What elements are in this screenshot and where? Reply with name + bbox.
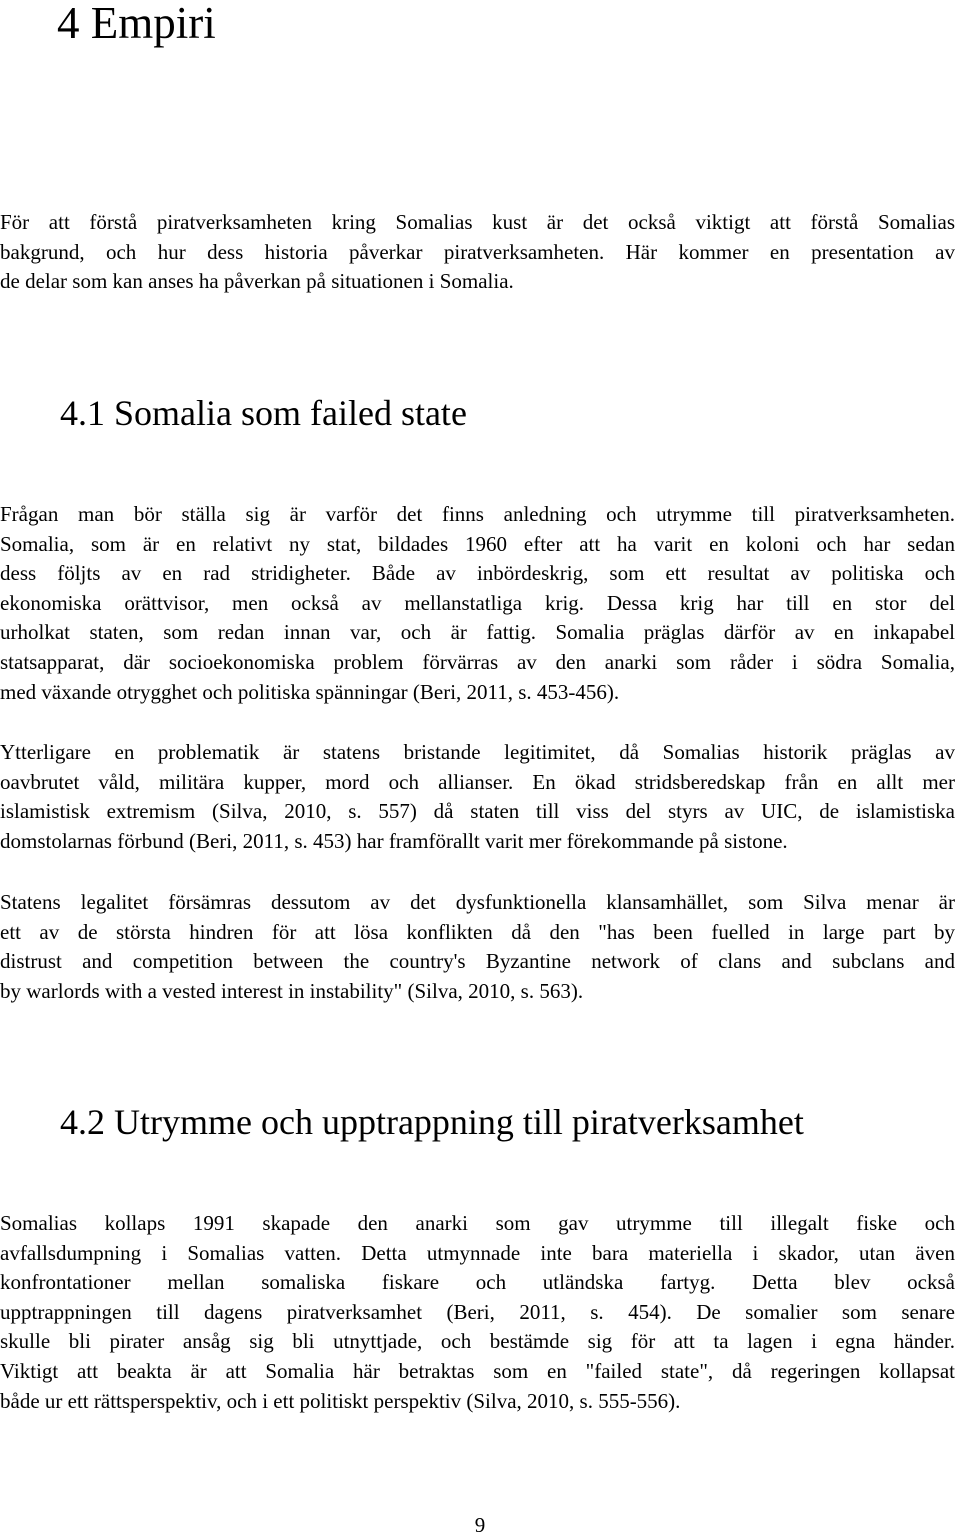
paragraph-line: Ytterligare en problematik är statens bristande legitimitet, då Somalias historik präglas av: [0, 740, 955, 764]
paragraph-line: skulle bli pirater ansåg sig bli utnyttjade, och bestämde sig för att ta lagen i egna händer.: [0, 1329, 955, 1354]
section-heading-4-2: 4.2 Utrymme och upptrappning till piratverksamhet: [60, 1102, 804, 1142]
section-4-1-paragraph-2: [0, 738, 955, 856]
paragraph-line: avfallsdumpning i Somalias vatten. Detta utmynnade inte bara materiella i skador, utan även: [0, 1240, 955, 1265]
paragraph-line: med växande otrygghet och politiska spänningar (Beri, 2011, s. 453-456).: [0, 679, 620, 704]
section-heading-4-1: 4.1 Somalia som failed state: [60, 393, 467, 433]
page-number: 9: [474, 1513, 486, 1537]
section-4-1-paragraph-1: [0, 500, 955, 707]
intro-paragraph: [0, 208, 955, 297]
paragraph-line: by warlords with a vested interest in instability" (Silva, 2010, s. 563).: [0, 978, 584, 1003]
paragraph-line: urholkat staten, som redan innan var, och är fattig. Somalia präglas därför av en inkapabel: [0, 620, 955, 645]
paragraph-line: ekonomiska orättvisor, men också av mellanstatliga krig. Dessa krig har till en stor del: [0, 590, 955, 615]
paragraph-line: upptrappningen till dagens piratverksamhet (Beri, 2011, s. 454). De somalier som senare: [0, 1299, 955, 1324]
paragraph-line: oavbrutet våld, militära kupper, mord och allianser. En ökad stridsberedskap från en allt mer: [0, 769, 955, 794]
paragraph-line: både ur ett rättsperspektiv, och i ett politiskt perspektiv (Silva, 2010, s. 555-556).: [0, 1388, 681, 1413]
paragraph-line: konfrontationer mellan somaliska fiskare och utländska fartyg. Detta blev också: [0, 1270, 955, 1295]
paragraph-line: dess följts av en rad stridigheter. Både av inbördeskrig, som ett resultat av politiska och: [0, 561, 955, 586]
paragraph-line: de delar som kan anses ha påverkan på situationen i Somalia.: [0, 269, 514, 294]
paragraph-line: Somalias kollaps 1991 skapade den anarki som gav utrymme till illegalt fiske och: [0, 1211, 955, 1235]
paragraph-line: Somalia, som är en relativt ny stat, bildades 1960 efter att ha varit en koloni och har sedan: [0, 531, 955, 556]
chapter-heading: 4 Empiri: [57, 0, 216, 48]
paragraph-line: bakgrund, och hur dess historia påverkar piratverksamheten. Här kommer en presentation av: [0, 239, 955, 264]
paragraph-line: För att förstå piratverksamheten kring Somalias kust är det också viktigt att förstå Somalias: [0, 210, 955, 234]
paragraph-line: ett av de största hindren för att lösa konflikten då den "has been fuelled in large part by: [0, 919, 955, 944]
paragraph-line: Statens legalitet försämras dessutom av det dysfunktionella klansamhället, som Silva menar är: [0, 890, 955, 914]
paragraph-line: Frågan man bör ställa sig är varför det finns anledning och utrymme till piratverksamheten.: [0, 502, 955, 526]
paragraph-line: domstolarnas förbund (Beri, 2011, s. 453) har framförallt varit mer förekommande på sistone.: [0, 828, 788, 853]
paragraph-line: Viktigt att beakta är att Somalia här betraktas som en "failed state", då regeringen kollapsat: [0, 1358, 955, 1383]
paragraph-line: distrust and competition between the country's Byzantine network of clans and subclans and: [0, 949, 955, 974]
paragraph-line: statsapparat, där socioekonomiska problem förvärras av den anarki som råder i södra Somalia,: [0, 649, 955, 674]
section-4-1-paragraph-3: [0, 888, 955, 1006]
paragraph-line: islamistisk extremism (Silva, 2010, s. 557) då staten till viss del styrs av UIC, de islamistiska: [0, 799, 955, 824]
section-4-2-paragraph-1: [0, 1209, 955, 1416]
